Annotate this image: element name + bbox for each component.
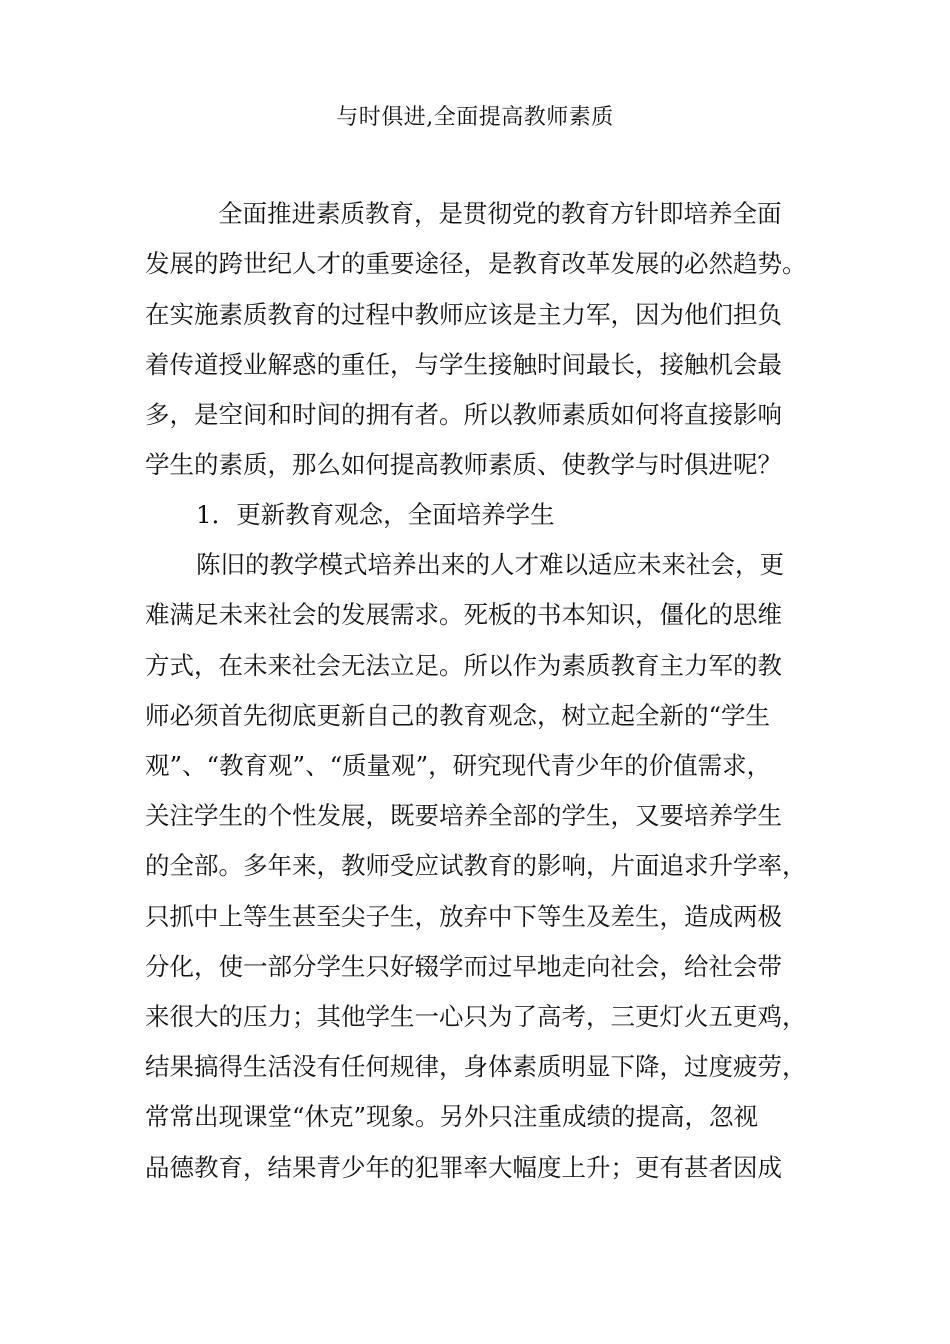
text-line: 常常出现课堂“休克”现象。另外只注重成绩的提高，忽视 [145, 1102, 759, 1131]
text-line: 品德教育，结果青少年的犯罪率大幅度上升；更有甚者因成 [145, 1153, 782, 1182]
text-line: 着传道授业解惑的重任，与学生接触时间最长，接触机会最 [145, 350, 782, 379]
text-line: 只抓中上等生甚至尖子生，放弃中下等生及差生，造成两极 [145, 902, 782, 931]
text-line: 结果搞得生活没有任何规律，身体素质明显下降，过度疲劳， [145, 1052, 807, 1081]
text-line: 关注学生的个性发展，既要培养全部的学生，又要培养学生 [145, 801, 782, 830]
text-line: 的全部。多年来，教师受应试教育的影响，片面追求升学率， [145, 851, 807, 880]
text-line: 发展的跨世纪人才的重要途径，是教育改革发展的必然趋势。 [145, 249, 807, 278]
text-line: 难满足未来社会的发展需求。死板的书本知识，僵化的思维 [145, 600, 782, 629]
text-line: 学生的素质，那么如何提高教师素质、使教学与时俱进呢？ [145, 450, 782, 479]
section-heading: 1．更新教育观念，全面培养学生 [196, 500, 555, 529]
text-line: 全面推进素质教育，是贯彻党的教育方针即培养全面 [218, 199, 782, 228]
text-line: 方式，在未来社会无法立足。所以作为素质教育主力军的教 [145, 651, 782, 680]
text-line: 陈旧的教学模式培养出来的人才难以适应未来社会，更 [196, 550, 784, 579]
text-line: 观”、“教育观”、“质量观”，研究现代青少年的价值需求， [145, 751, 772, 780]
text-line: 在实施素质教育的过程中教师应该是主力军，因为他们担负 [145, 300, 782, 329]
text-line: 多，是空间和时间的拥有者。所以教师素质如何将直接影响 [145, 400, 782, 429]
text-line: 师必须首先彻底更新自己的教育观念，树立起全新的“学生 [145, 701, 771, 730]
document-title: 与时俱进,全面提高教师素质 [336, 105, 614, 130]
text-line: 来很大的压力；其他学生一心只为了高考，三更灯火五更鸡， [145, 1002, 807, 1031]
text-line: 分化，使一部分学生只好辍学而过早地走向社会，给社会带 [145, 952, 782, 981]
